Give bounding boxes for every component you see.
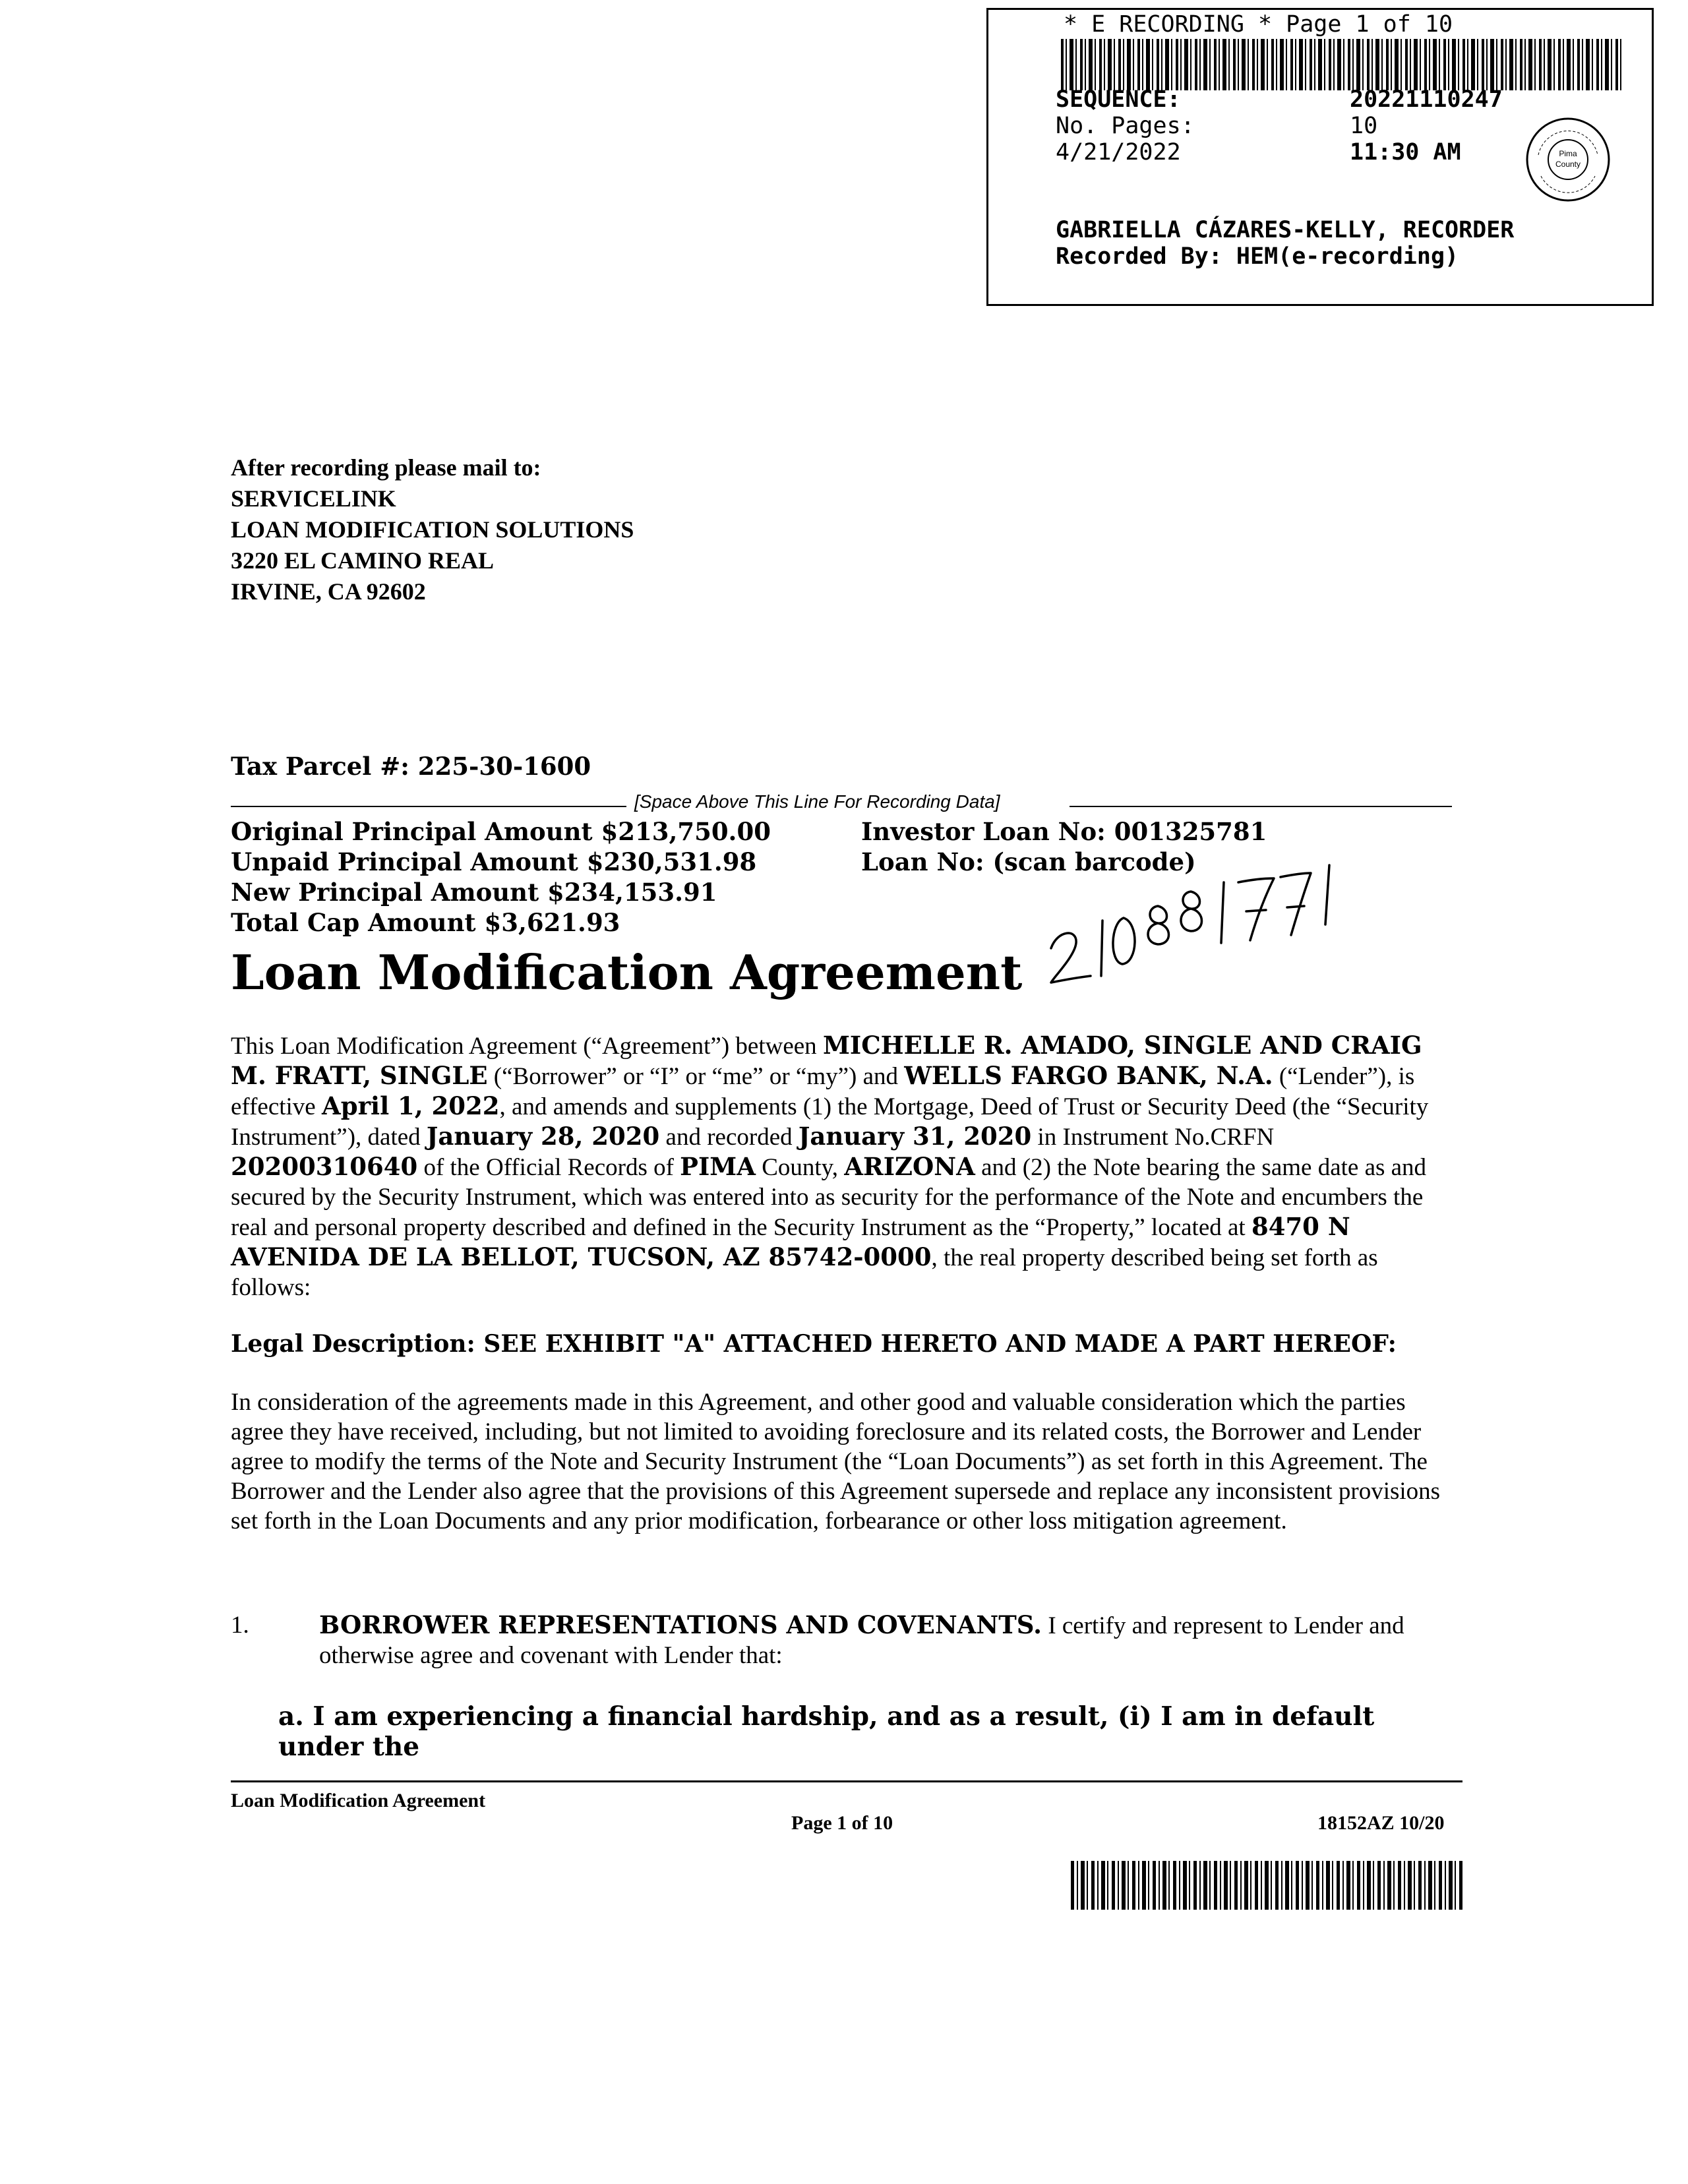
footer-page-number: Page 1 of 10: [791, 1812, 893, 1834]
recording-header: * E RECORDING * Page 1 of 10: [1064, 11, 1453, 38]
intro-text: This Loan Modification Agreement (“Agreement”) between: [231, 1033, 823, 1060]
recorded-by: Recorded By: HEM(e-recording): [1056, 243, 1459, 270]
state-name: ARIZONA: [844, 1152, 975, 1181]
intro-text: and (2) the Note bearing the same date as and secured by the Security Instrument, which was entered into as security for the performance of the Note and encumbers the real and personal property described and defined in the Security Instrument as the “Property,” located at: [231, 1154, 1427, 1241]
handwritten-loan-number: [1042, 851, 1345, 1002]
loan-amounts-left: [231, 816, 771, 938]
investor-loan-no: Investor Loan No: 001325781: [861, 817, 1267, 846]
recording-date: 4/21/2022: [1056, 139, 1181, 166]
county-seal-icon: [1524, 115, 1612, 204]
dated-date: January 28, 2020: [426, 1122, 660, 1151]
footer-divider: [231, 1780, 1462, 1782]
intro-text: , and amends and supplements (1) the Mortgage, Deed of Trust or Security Deed (the “Security Instrument”), dated: [231, 1093, 1429, 1151]
recording-time: 11:30 AM: [1350, 139, 1461, 166]
legal-description: Legal Description: SEE EXHIBIT "A" ATTACHED HERETO AND MADE A PART HEREOF:: [231, 1330, 1397, 1358]
recording-divider-right: [1070, 806, 1452, 807]
mail-to-line: IRVINE, CA 92602: [231, 578, 426, 605]
borrower-names: MICHELLE R. AMADO, SINGLE AND CRAIG M. FRATT, SINGLE: [231, 1031, 1422, 1090]
intro-text: County,: [755, 1154, 845, 1181]
section-text: I certify and represent to Lender and otherwise agree and covenant with Lender that:: [319, 1612, 1404, 1669]
recorded-date: January 31, 2020: [798, 1122, 1032, 1151]
footer-barcode: [1071, 1861, 1462, 1910]
mail-to-line: SERVICELINK: [231, 485, 396, 512]
intro-text: (“Lender”), is effective: [231, 1063, 1415, 1120]
sequence-value: 20221110247: [1350, 86, 1503, 113]
loan-no: Loan No: (scan barcode): [861, 847, 1196, 876]
intro-text: of the Official Records of: [417, 1154, 680, 1181]
mail-to-line: LOAN MODIFICATION SOLUTIONS: [231, 516, 634, 543]
recording-barcode: [1061, 39, 1621, 90]
original-principal: Original Principal Amount $213,750.00: [231, 817, 771, 846]
intro-paragraph: [231, 1031, 1444, 1302]
intro-text: and recorded: [659, 1124, 799, 1151]
mail-to-line: 3220 EL CAMINO REAL: [231, 547, 495, 574]
pages-label: No. Pages:: [1056, 113, 1195, 139]
svg-text:Pima: Pima: [1559, 149, 1577, 158]
section-heading: BORROWER REPRESENTATIONS AND COVENANTS.: [319, 1610, 1042, 1639]
section-number: 1.: [231, 1612, 249, 1639]
page-title: Loan Modification Agreement: [231, 944, 1023, 1000]
property-address: 8470 N AVENIDA DE LA BELLOT, TUCSON, AZ 85742-0000: [231, 1212, 1350, 1271]
sequence-label: SEQUENCE:: [1056, 86, 1181, 113]
unpaid-principal: Unpaid Principal Amount $230,531.98: [231, 847, 757, 876]
footer-document-name: Loan Modification Agreement: [231, 1790, 486, 1811]
effective-date: April 1, 2022: [321, 1091, 500, 1120]
lender-name: WELLS FARGO BANK, N.A.: [904, 1061, 1273, 1090]
intro-text: (“Borrower” or “I” or “me” or “my”) and: [487, 1063, 905, 1090]
intro-text: , the real property described being set forth as follows:: [231, 1244, 1378, 1301]
space-above-caption: [Space Above This Line For Recording Data]: [634, 791, 1000, 812]
county-name: PIMA: [680, 1152, 756, 1181]
new-principal: New Principal Amount $234,153.91: [231, 878, 717, 907]
recording-stamp-box: [986, 8, 1654, 306]
mail-to-line: After recording please mail to:: [231, 454, 541, 481]
mail-to-block: [231, 452, 634, 607]
instrument-number: 20200310640: [231, 1152, 418, 1181]
intro-text: in Instrument No.CRFN: [1031, 1124, 1275, 1151]
total-cap: Total Cap Amount $3,621.93: [231, 908, 620, 937]
recorder-name: GABRIELLA CÁZARES-KELLY, RECORDER: [1056, 217, 1515, 243]
tax-parcel: Tax Parcel #: 225-30-1600: [231, 752, 591, 781]
subsection-a: a. I am experiencing a financial hardship, and as a result, (i) I am in default under the: [278, 1701, 1375, 1762]
consideration-paragraph: In consideration of the agreements made in this Agreement, and other good and valuable consideration which the parties agree they have received, including, but not limited to avoiding foreclosure and its related costs, the Borrower and Lender agree to modify the terms of the Note and Security Instrument (the “Loan Documents”) as set forth in this Agreement. The Borrower and the Lender also agree that the provisions of this Agreement supersede and replace any inconsistent provisions set forth in the Loan Documents and any prior modification, forbearance or other loss mitigation agreement.: [231, 1389, 1441, 1534]
svg-text:County: County: [1555, 160, 1581, 169]
recording-divider-left: [231, 806, 626, 807]
footer-form-code: 18152AZ 10/20: [1317, 1812, 1445, 1834]
pages-value: 10: [1350, 113, 1378, 139]
